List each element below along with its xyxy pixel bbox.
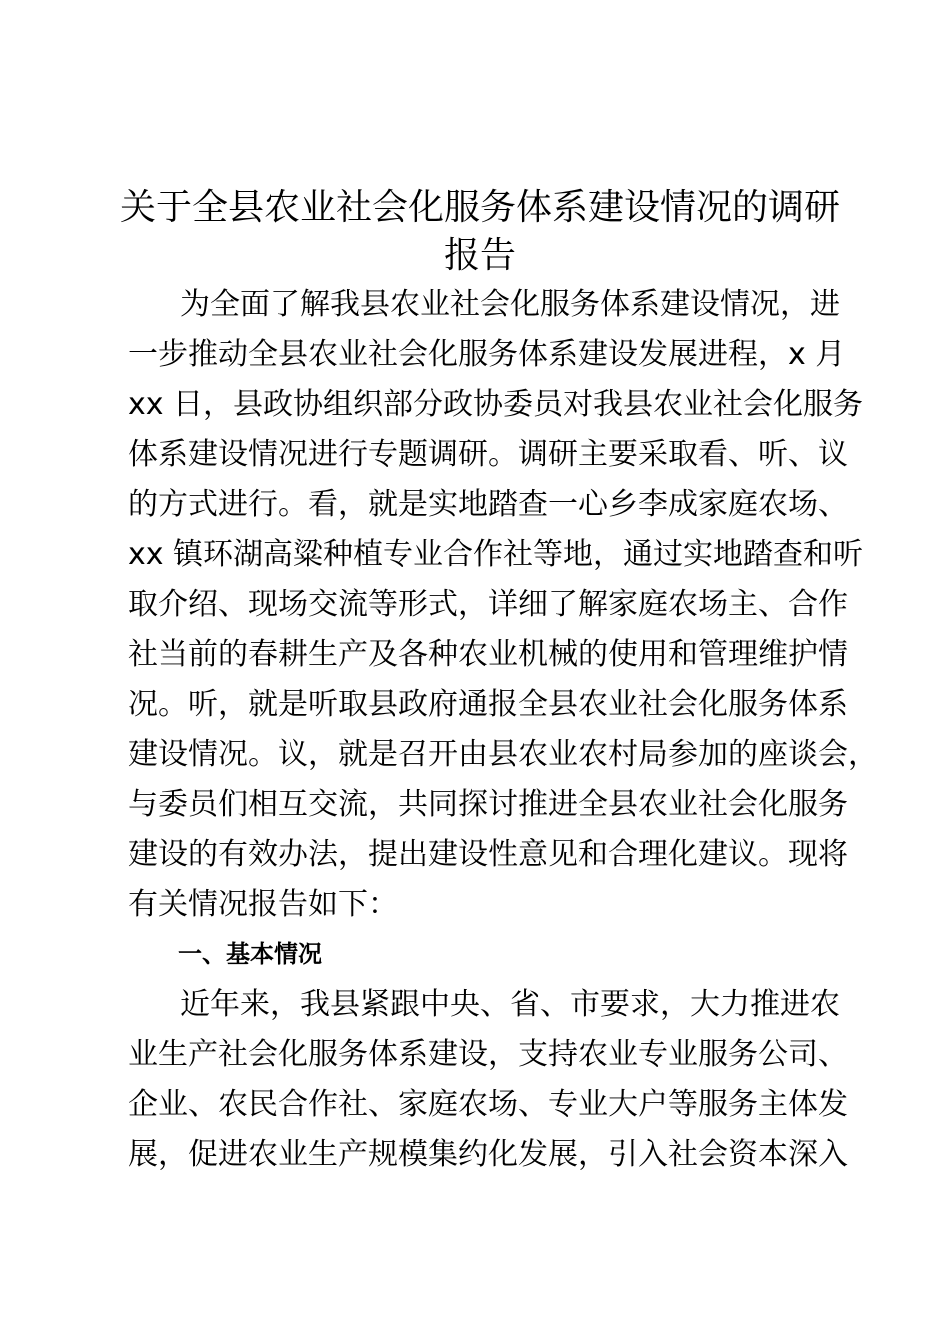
intro-paragraph-line: 为全面了解我县农业社会化服务体系建设情况，进 bbox=[180, 287, 840, 322]
intro-paragraph-line: 有关情况报告如下： bbox=[128, 887, 398, 922]
section-heading: 一、基本情况 bbox=[178, 940, 322, 968]
intro-paragraph-line: 建设情况。议，就是召开由县农业农村局参加的座谈会， bbox=[128, 737, 878, 772]
section-paragraph-line: 业生产社会化服务体系建设，支持农业专业服务公司、 bbox=[128, 1037, 848, 1072]
intro-paragraph-line: 取介绍、现场交流等形式，详细了解家庭农场主、合作 bbox=[128, 587, 848, 622]
document-title-line-1: 关于全县农业社会化服务体系建设情况的调研 bbox=[119, 187, 840, 228]
intro-paragraph-line: 一步推动全县农业社会化服务体系建设发展进程，x 月 bbox=[128, 337, 846, 372]
section-paragraph-line: 近年来，我县紧跟中央、省、市要求，大力推进农 bbox=[180, 987, 840, 1022]
intro-paragraph-line: xx 日，县政协组织部分政协委员对我县农业社会化服务 bbox=[128, 387, 864, 422]
section-paragraph-line: 展，促进农业生产规模集约化发展，引入社会资本深入 bbox=[128, 1137, 848, 1172]
intro-paragraph-line: 与委员们相互交流，共同探讨推进全县农业社会化服务 bbox=[128, 787, 848, 822]
document-title-line-2: 报告 bbox=[443, 235, 516, 276]
intro-paragraph-line: 况。听，就是听取县政府通报全县农业社会化服务体系 bbox=[128, 687, 848, 722]
intro-paragraph-line: xx 镇环湖高粱种植专业合作社等地，通过实地踏查和听 bbox=[128, 537, 864, 572]
intro-paragraph-line: 的方式进行。看，就是实地踏查一心乡李成家庭农场、 bbox=[128, 487, 848, 522]
intro-paragraph-line: 体系建设情况进行专题调研。调研主要采取看、听、议 bbox=[128, 437, 848, 472]
intro-paragraph-line: 建设的有效办法，提出建设性意见和合理化建议。现将 bbox=[128, 837, 848, 872]
section-paragraph-line: 企业、农民合作社、家庭农场、专业大户等服务主体发 bbox=[128, 1087, 848, 1122]
intro-paragraph-line: 社当前的春耕生产及各种农业机械的使用和管理维护情 bbox=[128, 637, 848, 672]
